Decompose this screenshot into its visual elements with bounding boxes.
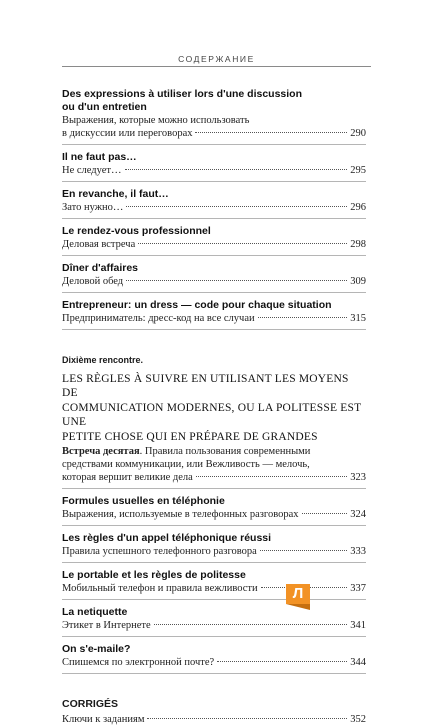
entry-fr-title: Les règles d'un appel téléphonique réussi: [62, 532, 272, 544]
dot-leader: [125, 169, 348, 170]
page-number: 295: [350, 165, 366, 176]
toc-line: [62, 582, 366, 595]
entry-fr-title: En revanche, il faut…: [62, 188, 169, 200]
chapter-title-line: COMMUNICATION MODERNES, OU LA POLITESSE EST UNE: [62, 402, 362, 428]
entry-fr-title: Entrepreneur: un dress — code pour chaque situation: [62, 299, 332, 311]
toc-entry: [62, 188, 366, 219]
toc-line: [62, 619, 366, 632]
separator: [62, 599, 366, 600]
chapter-title-line: LES RÈGLES À SUIVRE EN UTILISANT LES MOYENS DE: [62, 373, 349, 399]
page-number: 341: [350, 620, 366, 631]
separator: [62, 673, 366, 674]
toc-entry: [62, 88, 366, 145]
entry-ru-title: Мобильный телефон и правила вежливости: [62, 583, 258, 594]
separator: [62, 562, 366, 563]
chapter-ru-line: средствами коммуникации, или Вежливость — мелочь,: [62, 459, 310, 470]
entry-fr-title: Il ne faut pas…: [62, 151, 137, 163]
toc-content: [62, 88, 366, 726]
chapter-title-line: PETITE CHOSE QUI EN PRÉPARE DE GRANDES: [62, 431, 318, 443]
chapter-ru-last-line: [62, 471, 366, 484]
entry-ru-title: Не следует…: [62, 165, 122, 176]
dot-leader: [138, 243, 347, 244]
entry-ru-title: в дискуссии или переговорах: [62, 128, 193, 139]
separator: [62, 218, 366, 219]
toc-line: [62, 508, 366, 521]
toc-entry: [62, 569, 366, 600]
toc-line: [62, 545, 366, 558]
chapter-block: [62, 354, 366, 489]
entry-fr-title: ou d'un entretien: [62, 101, 147, 113]
page-number: 337: [350, 583, 366, 594]
dot-leader: [258, 317, 348, 318]
entry-ru-title: Спишемся по электронной почте?: [62, 657, 215, 668]
toc-entry: [62, 532, 366, 563]
header-rule: [62, 66, 371, 67]
entry-ru-title: Зато нужно…: [62, 202, 124, 213]
entry-ru-title: Предприниматель: дресс-код на все случаи: [62, 313, 255, 324]
separator: [62, 488, 366, 489]
separator: [62, 181, 366, 182]
toc-line: [62, 127, 366, 140]
toc-entry: [62, 299, 366, 330]
toc-section-1: [62, 88, 366, 330]
separator: [62, 329, 366, 330]
entry-fr-title: Le portable et les règles de politesse: [62, 569, 246, 581]
entry-fr-title: Dîner d'affaires: [62, 262, 139, 274]
page-number: 296: [350, 202, 366, 213]
separator: [62, 636, 366, 637]
page-number: 290: [350, 128, 366, 139]
corriges-title: CORRIGÉS: [62, 698, 119, 710]
toc-entry: [62, 262, 366, 293]
publisher-logo-icon: Л: [286, 584, 310, 604]
entry-fr-title: Le rendez-vous professionnel: [62, 225, 211, 237]
chapter-ru-prefix: Встреча десятая: [62, 446, 140, 457]
page-number: 309: [350, 276, 366, 287]
page-number: 333: [350, 546, 366, 557]
dot-leader: [217, 661, 347, 662]
toc-entry: [62, 225, 366, 256]
entry-fr-title: La netiquette: [62, 606, 128, 618]
dot-leader: [147, 718, 347, 719]
separator: [62, 144, 366, 145]
corriges-block: [62, 698, 366, 726]
page-number: 324: [350, 509, 366, 520]
entry-fr-title: Des expressions à utiliser lors d'une discussion: [62, 88, 302, 100]
corriges-line: [62, 713, 366, 726]
page-number: 323: [350, 472, 366, 483]
separator: [62, 525, 366, 526]
dot-leader: [302, 513, 348, 514]
toc-entry: [62, 151, 366, 182]
toc-entry: [62, 643, 366, 674]
dot-leader: [126, 280, 347, 281]
dot-leader: [154, 624, 348, 625]
toc-section-2: [62, 495, 366, 674]
dot-leader: [196, 476, 347, 477]
chapter-label: Dixième rencontre.: [62, 355, 144, 365]
corriges-ru: Ключи к заданиям: [62, 714, 145, 725]
entry-fr-title: On s'e-maile?: [62, 643, 131, 655]
entry-ru-title: Деловой обед: [62, 276, 124, 287]
page-number: 344: [350, 657, 366, 668]
toc-line: [62, 275, 366, 288]
page-number: 298: [350, 239, 366, 250]
chapter-ru-last: которая вершит великие дела: [62, 472, 193, 483]
page-number: 352: [350, 714, 366, 725]
dot-leader: [195, 132, 347, 133]
entry-ru-line: Выражения, которые можно использовать: [62, 115, 250, 126]
toc-line: [62, 238, 366, 251]
toc-entry: [62, 495, 366, 526]
chapter-ru-rest: . Правила пользования современными: [139, 446, 311, 457]
chapter-ru-line: [62, 445, 366, 458]
toc-line: [62, 312, 366, 325]
entry-ru-title: Правила успешного телефонного разговора: [62, 546, 257, 557]
entry-ru-title: Деловая встреча: [62, 239, 136, 250]
separator: [62, 292, 366, 293]
toc-line: [62, 201, 366, 214]
dot-leader: [126, 206, 347, 207]
toc-line: [62, 164, 366, 177]
entry-ru-title: Выражения, используемые в телефонных разговорах: [62, 509, 299, 520]
toc-entry: [62, 606, 366, 637]
entry-ru-title: Этикет в Интернете: [62, 620, 151, 631]
running-head: СОДЕРЖАНИЕ: [178, 54, 255, 64]
entry-fr-title: Formules usuelles en téléphonie: [62, 495, 225, 507]
toc-line: [62, 656, 366, 669]
page-number: 315: [350, 313, 366, 324]
dot-leader: [260, 550, 347, 551]
separator: [62, 255, 366, 256]
